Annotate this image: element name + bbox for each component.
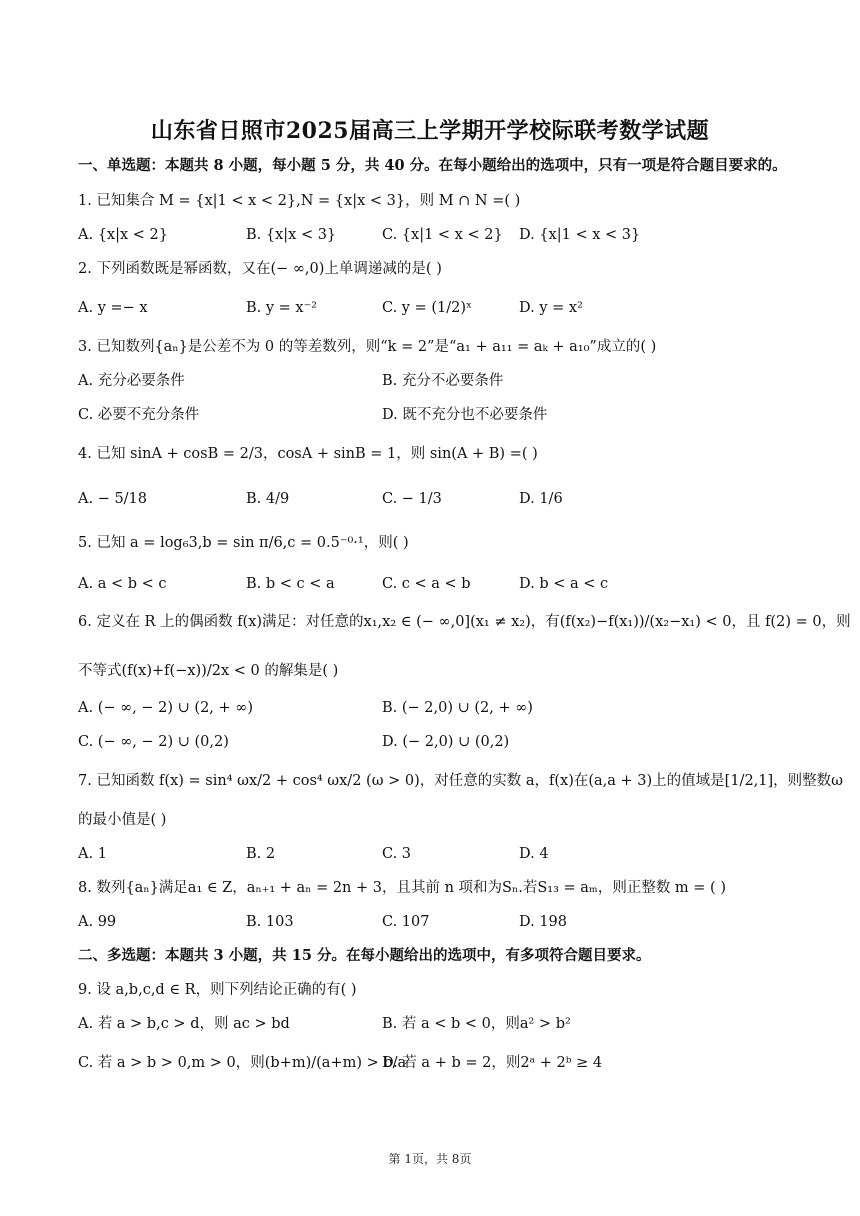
question-6-stem-line-2: 不等式(f(x)+f(−x))/2x < 0 的解集是( ): [78, 663, 339, 679]
question-4-option-b: B. 4/9: [246, 491, 290, 507]
question-7-option-b: B. 2: [246, 846, 276, 862]
question-8-option-d: D. 198: [519, 914, 568, 930]
question-5-option-a: A. a < b < c: [78, 576, 167, 592]
question-5-stem: 5. 已知 a = log₆3,b = sin π/6,c = 0.5⁻⁰·¹，则( ): [78, 535, 409, 551]
question-8-option-c: C. 107: [382, 914, 430, 930]
question-4-option-c: C. − 1/3: [382, 491, 442, 507]
question-8-option-b: B. 103: [246, 914, 294, 930]
question-2-option-b: B. y = x⁻²: [246, 300, 318, 316]
section-heading-single-choice: 一、单选题：本题共 8 小题，每小题 5 分，共 40 分。在每小题给出的选项中，只有一项是符合题目要求的。: [78, 157, 787, 174]
question-7-stem-line-1: 7. 已知函数 f(x) = sin⁴ ωx/2 + cos⁴ ωx/2 (ω > 0)，对任意的实数 a，f(x)在(a,a + 3)上的值域是[1/2,1]，则整数ω: [78, 773, 843, 789]
question-1-stem: 1. 已知集合 M = {x|1 < x < 2},N = {x|x < 3}，则 M ∩ N =( ): [78, 193, 521, 209]
question-5-option-d: D. b < a < c: [519, 576, 609, 592]
question-1-option-b: B. {x|x < 3}: [246, 227, 337, 243]
question-2-stem: 2. 下列函数既是幂函数，又在(− ∞,0)上单调递减的是( ): [78, 261, 442, 277]
question-3-option-b: B. 充分不必要条件: [382, 373, 504, 389]
question-3-stem: 3. 已知数列{aₙ}是公差不为 0 的等差数列，则“k = 2”是“a₁ + a₁₁ = aₖ + a₁₀”成立的( ): [78, 339, 657, 355]
question-7-option-c: C. 3: [382, 846, 412, 862]
question-7-option-d: D. 4: [519, 846, 549, 862]
question-6-option-d: D. (− 2,0) ∪ (0,2): [382, 734, 510, 750]
section-heading-multiple-choice: 二、多选题：本题共 3 小题，共 15 分。在每小题给出的选项中，有多项符合题目要求。: [78, 947, 651, 964]
question-2-option-a: A. y =− x: [78, 300, 148, 316]
question-9-option-b: B. 若 a < b < 0，则a² > b²: [382, 1016, 571, 1032]
question-4-option-a: A. − 5/18: [78, 491, 148, 507]
question-9-option-d: D. 若 a + b = 2，则2ᵃ + 2ᵇ ≥ 4: [382, 1055, 603, 1071]
page-footer: 第 1页，共 8页: [388, 1152, 472, 1166]
question-9-option-a: A. 若 a > b,c > d，则 ac > bd: [78, 1016, 290, 1032]
question-3-option-c: C. 必要不充分条件: [78, 407, 200, 423]
question-9-stem: 9. 设 a,b,c,d ∈ R，则下列结论正确的有( ): [78, 982, 357, 998]
question-4-option-d: D. 1/6: [519, 491, 563, 507]
question-5-option-c: C. c < a < b: [382, 576, 471, 592]
question-8-stem: 8. 数列{aₙ}满足a₁ ∈ Z，aₙ₊₁ + aₙ = 2n + 3，且其前 n 项和为Sₙ.若S₁₃ = aₘ，则正整数 m = ( ): [78, 880, 726, 896]
question-7-stem-line-2: 的最小值是( ): [78, 812, 167, 828]
question-3-option-a: A. 充分必要条件: [78, 373, 185, 389]
question-6-option-b: B. (− 2,0) ∪ (2, + ∞): [382, 700, 533, 716]
question-8-option-a: A. 99: [78, 914, 117, 930]
question-6-option-c: C. (− ∞, − 2) ∪ (0,2): [78, 734, 229, 750]
question-2-option-c: C. y = (1/2)ˣ: [382, 300, 473, 316]
question-6-stem-line-1: 6. 定义在 R 上的偶函数 f(x)满足：对任意的x₁,x₂ ∈ (− ∞,0](x₁ ≠ x₂)，有(f(x₂)−f(x₁))/(x₂−x₁) < 0，且 f(2) = 0，则: [78, 614, 851, 630]
question-1-option-a: A. {x|x < 2}: [78, 227, 168, 243]
question-4-stem: 4. 已知 sinA + cosB = 2/3，cosA + sinB = 1，则 sin(A + B) =( ): [78, 446, 538, 462]
question-1-option-d: D. {x|1 < x < 3}: [519, 227, 641, 243]
question-1-option-c: C. {x|1 < x < 2}: [382, 227, 503, 243]
page-title: 山东省日照市2025届高三上学期开学校际联考数学试题: [150, 118, 710, 144]
question-7-option-a: A. 1: [78, 846, 107, 862]
question-5-option-b: B. b < c < a: [246, 576, 335, 592]
question-6-option-a: A. (− ∞, − 2) ∪ (2, + ∞): [78, 700, 254, 716]
question-3-option-d: D. 既不充分也不必要条件: [382, 407, 548, 423]
question-9-option-c: C. 若 a > b > 0,m > 0，则(b+m)/(a+m) > b/a: [78, 1055, 407, 1071]
question-2-option-d: D. y = x²: [519, 300, 583, 316]
